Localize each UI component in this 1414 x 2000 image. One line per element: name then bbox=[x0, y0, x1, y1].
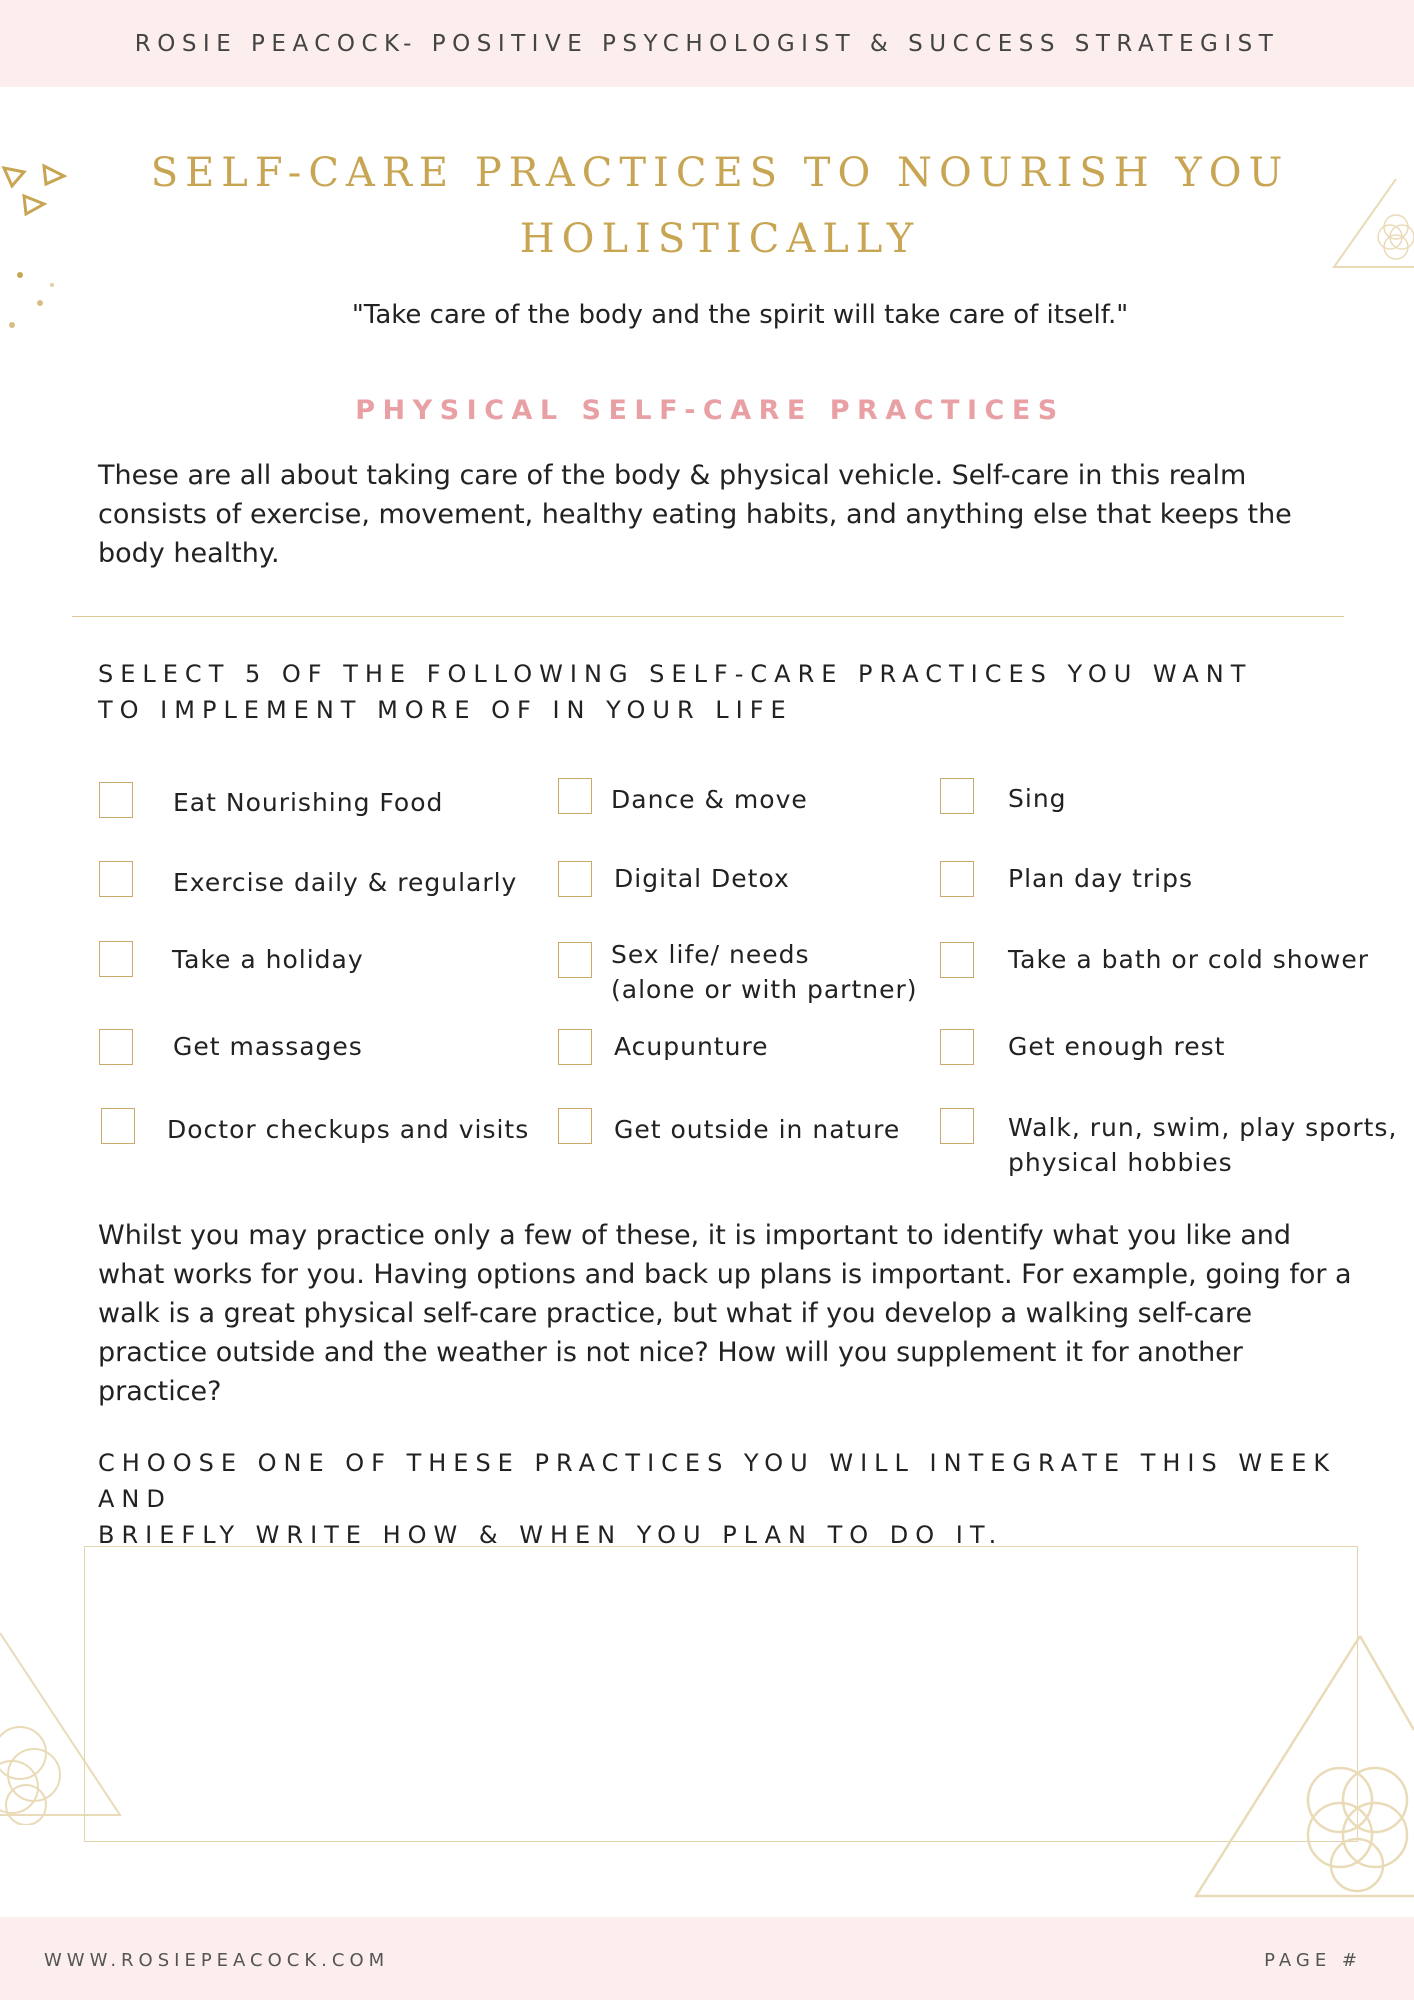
checkbox-get-enough-rest[interactable] bbox=[940, 1029, 974, 1065]
quote: "Take care of the body and the spirit will take care of itself." bbox=[351, 300, 1129, 330]
page-title bbox=[120, 140, 1320, 272]
page-number: PAGE # bbox=[1264, 1950, 1362, 1971]
choose-heading bbox=[98, 1445, 1398, 1553]
checkbox-get-massages[interactable] bbox=[99, 1029, 133, 1065]
body-paragraph: Whilst you may practice only a few of these, it is important to identify what you like and what works for you. Having options and back up plans is important. For example, going for a walk is a great physical self-care practice, but what if you develop a walking self-care practice outside and the weather is not nice? How will you supplement it for another practice? bbox=[98, 1220, 1352, 1407]
checkbox-plan-day-trips[interactable] bbox=[940, 861, 974, 897]
checkbox-sex-life[interactable] bbox=[558, 942, 592, 978]
option-take-a-holiday: Take a holiday bbox=[172, 945, 364, 974]
section-heading: PHYSICAL SELF-CARE PRACTICES bbox=[355, 395, 1065, 426]
option-bath-cold-shower: Take a bath or cold shower bbox=[1008, 945, 1370, 974]
option-sing: Sing bbox=[1008, 784, 1067, 813]
select-heading-line-2: TO IMPLEMENT MORE OF IN YOUR LIFE bbox=[98, 696, 793, 724]
select-heading bbox=[98, 656, 1278, 728]
checkbox-digital-detox[interactable] bbox=[558, 861, 592, 897]
option-sex-life bbox=[611, 937, 918, 1007]
title-line-2: HOLISTICALLY bbox=[519, 216, 921, 262]
checkbox-walk-run-swim[interactable] bbox=[940, 1108, 974, 1144]
choose-heading-line-2: BRIEFLY WRITE HOW & WHEN YOU PLAN TO DO IT. bbox=[98, 1521, 1004, 1549]
checkbox-sing[interactable] bbox=[940, 778, 974, 814]
choose-heading-line-1: CHOOSE ONE OF THESE PRACTICES YOU WILL INTEGRATE THIS WEEK AND bbox=[98, 1449, 1337, 1513]
header-text: ROSIE PEACOCK- POSITIVE PSYCHOLOGIST & SUCCESS STRATEGIST bbox=[134, 30, 1280, 57]
option-sex-life-line-1: Sex life/ needs bbox=[611, 940, 810, 969]
option-doctor-checkups: Doctor checkups and visits bbox=[167, 1115, 530, 1144]
option-get-outside: Get outside in nature bbox=[614, 1115, 901, 1144]
decorative-triangles-icon bbox=[0, 160, 80, 340]
checkbox-dance-move[interactable] bbox=[558, 778, 592, 814]
select-heading-line-1: SELECT 5 OF THE FOLLOWING SELF-CARE PRACTICES YOU WANT bbox=[98, 660, 1253, 688]
option-walk-run-swim bbox=[1008, 1110, 1397, 1180]
option-dance-move: Dance & move bbox=[611, 785, 808, 814]
checkbox-doctor-checkups[interactable] bbox=[101, 1108, 135, 1144]
option-sex-life-line-2: (alone or with partner) bbox=[611, 975, 918, 1004]
checkbox-acupunture[interactable] bbox=[558, 1029, 592, 1065]
option-get-massages: Get massages bbox=[173, 1032, 363, 1061]
title-line-1: SELF-CARE PRACTICES TO NOURISH YOU bbox=[150, 150, 1290, 196]
answer-box[interactable] bbox=[84, 1546, 1358, 1842]
option-exercise-daily: Exercise daily & regularly bbox=[173, 868, 518, 897]
triangle-flower-icon bbox=[1330, 175, 1414, 275]
option-digital-detox: Digital Detox bbox=[614, 864, 790, 893]
divider bbox=[72, 616, 1344, 617]
option-acupunture: Acupunture bbox=[614, 1032, 769, 1061]
option-get-enough-rest: Get enough rest bbox=[1008, 1032, 1226, 1061]
checkbox-bath-cold-shower[interactable] bbox=[940, 942, 974, 978]
option-eat-nourishing-food: Eat Nourishing Food bbox=[173, 788, 444, 817]
checkbox-get-outside[interactable] bbox=[558, 1108, 592, 1144]
header-band bbox=[0, 0, 1414, 87]
checkbox-eat-nourishing-food[interactable] bbox=[99, 782, 133, 818]
checkbox-exercise-daily[interactable] bbox=[99, 861, 133, 897]
option-plan-day-trips: Plan day trips bbox=[1008, 864, 1193, 893]
intro-paragraph: These are all about taking care of the body & physical vehicle. Self-care in this realm consists of exercise, movement, healthy eating habits, and anything else that keeps the body healthy. bbox=[98, 460, 1292, 569]
footer-url[interactable]: WWW.ROSIEPEACOCK.COM bbox=[44, 1950, 390, 1971]
option-walk-run-swim-line-2: physical hobbies bbox=[1008, 1148, 1233, 1177]
option-walk-run-swim-line-1: Walk, run, swim, play sports, bbox=[1008, 1113, 1398, 1142]
checkbox-take-a-holiday[interactable] bbox=[99, 941, 133, 977]
